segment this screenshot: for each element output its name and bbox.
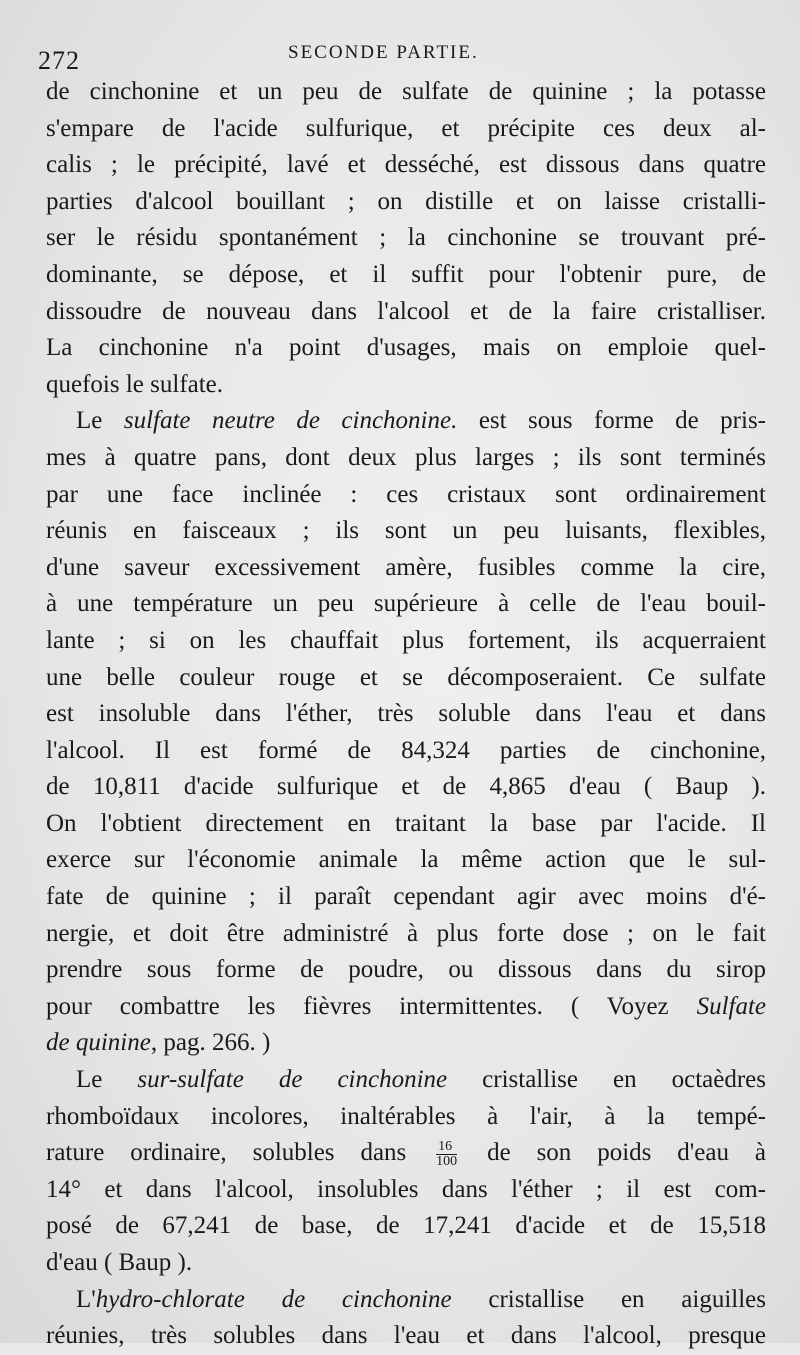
page-number: 272 — [38, 46, 80, 75]
text-run: cristallise en aiguilles — [488, 1285, 767, 1313]
text-line: prendre sous forme de poudre, ou dissous dans du sirop — [46, 956, 766, 984]
italic-term: de quinine — [46, 1029, 151, 1057]
text-line: de 10,811 d'acide sulfurique et de 4,865 d'eau ( Baup ). — [46, 773, 766, 801]
text-line: une belle couleur rouge et se décomposeraient. Ce sulfate — [46, 663, 766, 691]
text-run: est sous forme de pris- — [478, 407, 767, 435]
text-run: rature ordinaire, solubles dans — [46, 1139, 407, 1167]
text-line: réunies, très solubles dans l'eau et dans l'alcool, presque — [46, 1322, 766, 1350]
text-line: parties d'alcool bouillant ; on distille et on laisse cristalli- — [46, 187, 766, 215]
text-line: calis ; le précipité, lavé et desséché, est dissous dans quatre — [46, 151, 766, 179]
text-line: l'alcool. Il est formé de 84,324 parties de cinchonine, — [46, 736, 766, 764]
paragraph-lead: Le — [76, 1066, 103, 1094]
italic-term: hydro-chlorate de cinchonine — [95, 1285, 452, 1313]
text-line — [46, 989, 766, 1026]
paragraph-lead: Le — [76, 407, 103, 435]
text-line — [46, 1062, 766, 1099]
text-line: ser le résidu spontanément ; la cinchonine se trouvant pré- — [46, 224, 766, 252]
text-line: lante ; si on les chauffait plus fortement, ils acquerraient — [46, 626, 766, 654]
paragraph-lead: L' — [76, 1285, 96, 1313]
text-line: La cinchonine n'a point d'usages, mais on emploie quel- — [46, 334, 766, 362]
text-line: d'eau ( Baup ). — [46, 1249, 193, 1276]
italic-term: sur-sulfate de cinchonine — [137, 1066, 448, 1094]
text-line: d'une saveur excessivement amère, fusibles comme la cire, — [46, 553, 766, 581]
text-line: de cinchonine et un peu de sulfate de quinine ; la potasse — [46, 78, 766, 105]
fraction — [436, 1140, 457, 1169]
fraction-numerator: 16 — [436, 1140, 457, 1155]
running-head: SECONDE PARTIE. — [288, 42, 479, 63]
text-line — [46, 1282, 766, 1319]
text-line: nergie, et doit être administré à plus forte dose ; on le fait — [46, 919, 766, 947]
page-header — [38, 38, 760, 78]
text-line — [46, 403, 766, 440]
text-run: cristallise en octaèdres — [482, 1066, 766, 1094]
text-line: On l'obtient directement en traitant la base par l'acide. Il — [46, 809, 766, 837]
text-line: rhomboïdaux incolores, inaltérables à l'air, à la tempé- — [46, 1102, 766, 1130]
body-text — [46, 74, 766, 1355]
text-line: quefois le sulfate. — [46, 370, 224, 398]
italic-term: Sulfate — [696, 992, 766, 1020]
text-line: exerce sur l'économie animale la même action que le sul- — [46, 846, 766, 874]
text-run: pour combattre les fièvres intermittentes. ( Voyez — [46, 992, 669, 1020]
text-run: , pag. 266. ) — [150, 1029, 271, 1057]
text-line — [46, 1025, 766, 1062]
text-run: de son poids d'eau à — [487, 1139, 766, 1167]
text-line: par une face inclinée : ces cristaux sont ordinairement — [46, 480, 766, 508]
italic-term: sulfate neutre de cinchonine. — [123, 407, 458, 435]
text-line: s'empare de l'acide sulfurique, et précipite ces deux al- — [46, 114, 766, 142]
text-line: dominante, se dépose, et il suffit pour l'obtenir pure, de — [46, 260, 766, 288]
text-line: fate de quinine ; il paraît cependant agir avec moins d'é- — [46, 883, 766, 911]
text-line: est insoluble dans l'éther, très soluble dans l'eau et dans — [46, 700, 766, 728]
text-line: dissoudre de nouveau dans l'alcool et de la faire cristalliser. — [46, 297, 766, 325]
text-line: mes à quatre pans, dont deux plus larges ; ils sont terminés — [46, 443, 766, 471]
text-line: à une température un peu supérieure à celle de l'eau bouil- — [46, 590, 766, 618]
text-line: réunis en faisceaux ; ils sont un peu luisants, flexibles, — [46, 517, 766, 545]
text-line: posé de 67,241 de base, de 17,241 d'acide et de 15,518 — [46, 1212, 766, 1240]
text-line: 14° et dans l'alcool, insolubles dans l'éther ; il est com- — [46, 1175, 766, 1203]
fraction-denominator: 100 — [436, 1153, 458, 1169]
text-line — [46, 1135, 766, 1172]
